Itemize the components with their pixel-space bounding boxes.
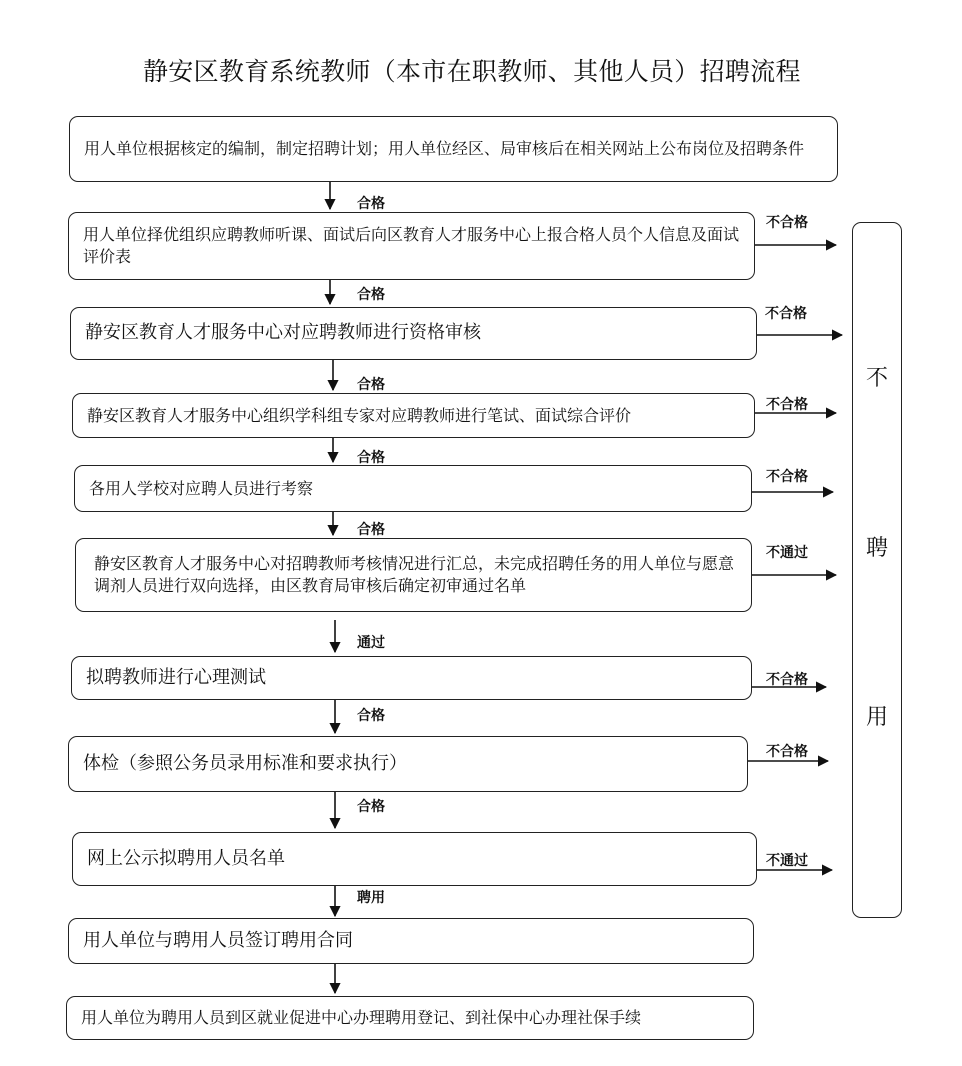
step-text: 各用人学校对应聘人员进行考察 bbox=[89, 478, 314, 498]
page-title: 静安区教育系统教师（本市在职教师、其他人员）招聘流程 bbox=[143, 57, 801, 86]
down-label: 聘用 bbox=[357, 889, 385, 905]
step-text: 静安区教育人才服务中心组织学科组专家对应聘教师进行笔试、面试综合评价 bbox=[87, 405, 632, 425]
step-text: 静安区教育人才服务中心对招聘教师考核情况进行汇总，未完成招聘任务的用人单位与愿意调剂人员进行双向选择，由区教育局审核后确定初审通过名单 bbox=[94, 554, 735, 595]
side-label: 不通过 bbox=[766, 852, 808, 868]
step-5-inspection bbox=[74, 465, 752, 512]
down-label: 合格 bbox=[357, 286, 385, 302]
down-label: 通过 bbox=[357, 634, 385, 650]
reject-box bbox=[852, 222, 902, 918]
side-label: 不合格 bbox=[766, 214, 808, 230]
step-10-sign-contract bbox=[68, 918, 754, 964]
down-label: 合格 bbox=[357, 376, 385, 392]
down-label: 合格 bbox=[357, 798, 385, 814]
side-label: 不合格 bbox=[766, 743, 808, 759]
side-label: 不合格 bbox=[766, 468, 808, 484]
side-label: 不合格 bbox=[766, 671, 808, 687]
step-1-publish-plan bbox=[69, 116, 838, 182]
down-label: 合格 bbox=[357, 521, 385, 537]
down-label: 合格 bbox=[357, 195, 385, 211]
step-8-medical-exam bbox=[68, 736, 748, 792]
side-label: 不通过 bbox=[766, 544, 808, 560]
step-text: 用人单位为聘用人员到区就业促进中心办理聘用登记、到社保中心办理社保手续 bbox=[81, 1008, 642, 1028]
step-text: 拟聘教师进行心理测试 bbox=[86, 666, 266, 688]
down-label: 合格 bbox=[357, 449, 385, 465]
side-label: 不合格 bbox=[766, 396, 808, 412]
reject-char: 聘 bbox=[865, 536, 888, 561]
step-text: 静安区教育人才服务中心对应聘教师进行资格审核 bbox=[85, 322, 481, 344]
step-text: 体检（参照公务员录用标准和要求执行） bbox=[83, 752, 407, 774]
side-label: 不合格 bbox=[765, 305, 807, 321]
reject-char: 不 bbox=[865, 366, 888, 391]
step-9-public-notice bbox=[72, 832, 757, 886]
step-text: 用人单位与聘用人员签订聘用合同 bbox=[83, 929, 353, 951]
step-7-psych-test bbox=[71, 656, 752, 700]
step-4-exam-evaluation bbox=[72, 393, 755, 438]
step-text: 用人单位择优组织应聘教师听课、面试后向区教育人才服务中心上报合格人员个人信息及面试评价表 bbox=[83, 225, 740, 266]
step-text: 网上公示拟聘用人员名单 bbox=[87, 847, 285, 869]
step-11-registration bbox=[66, 996, 754, 1040]
step-2-interview bbox=[68, 212, 755, 280]
reject-char: 用 bbox=[865, 705, 888, 730]
step-3-qualification-review bbox=[70, 307, 757, 360]
step-text: 用人单位根据核定的编制，制定招聘计划；用人单位经区、局审核后在相关网站上公布岗位及招聘条件 bbox=[84, 139, 805, 159]
down-label: 合格 bbox=[357, 707, 385, 723]
step-6-summary-selection bbox=[75, 538, 752, 612]
